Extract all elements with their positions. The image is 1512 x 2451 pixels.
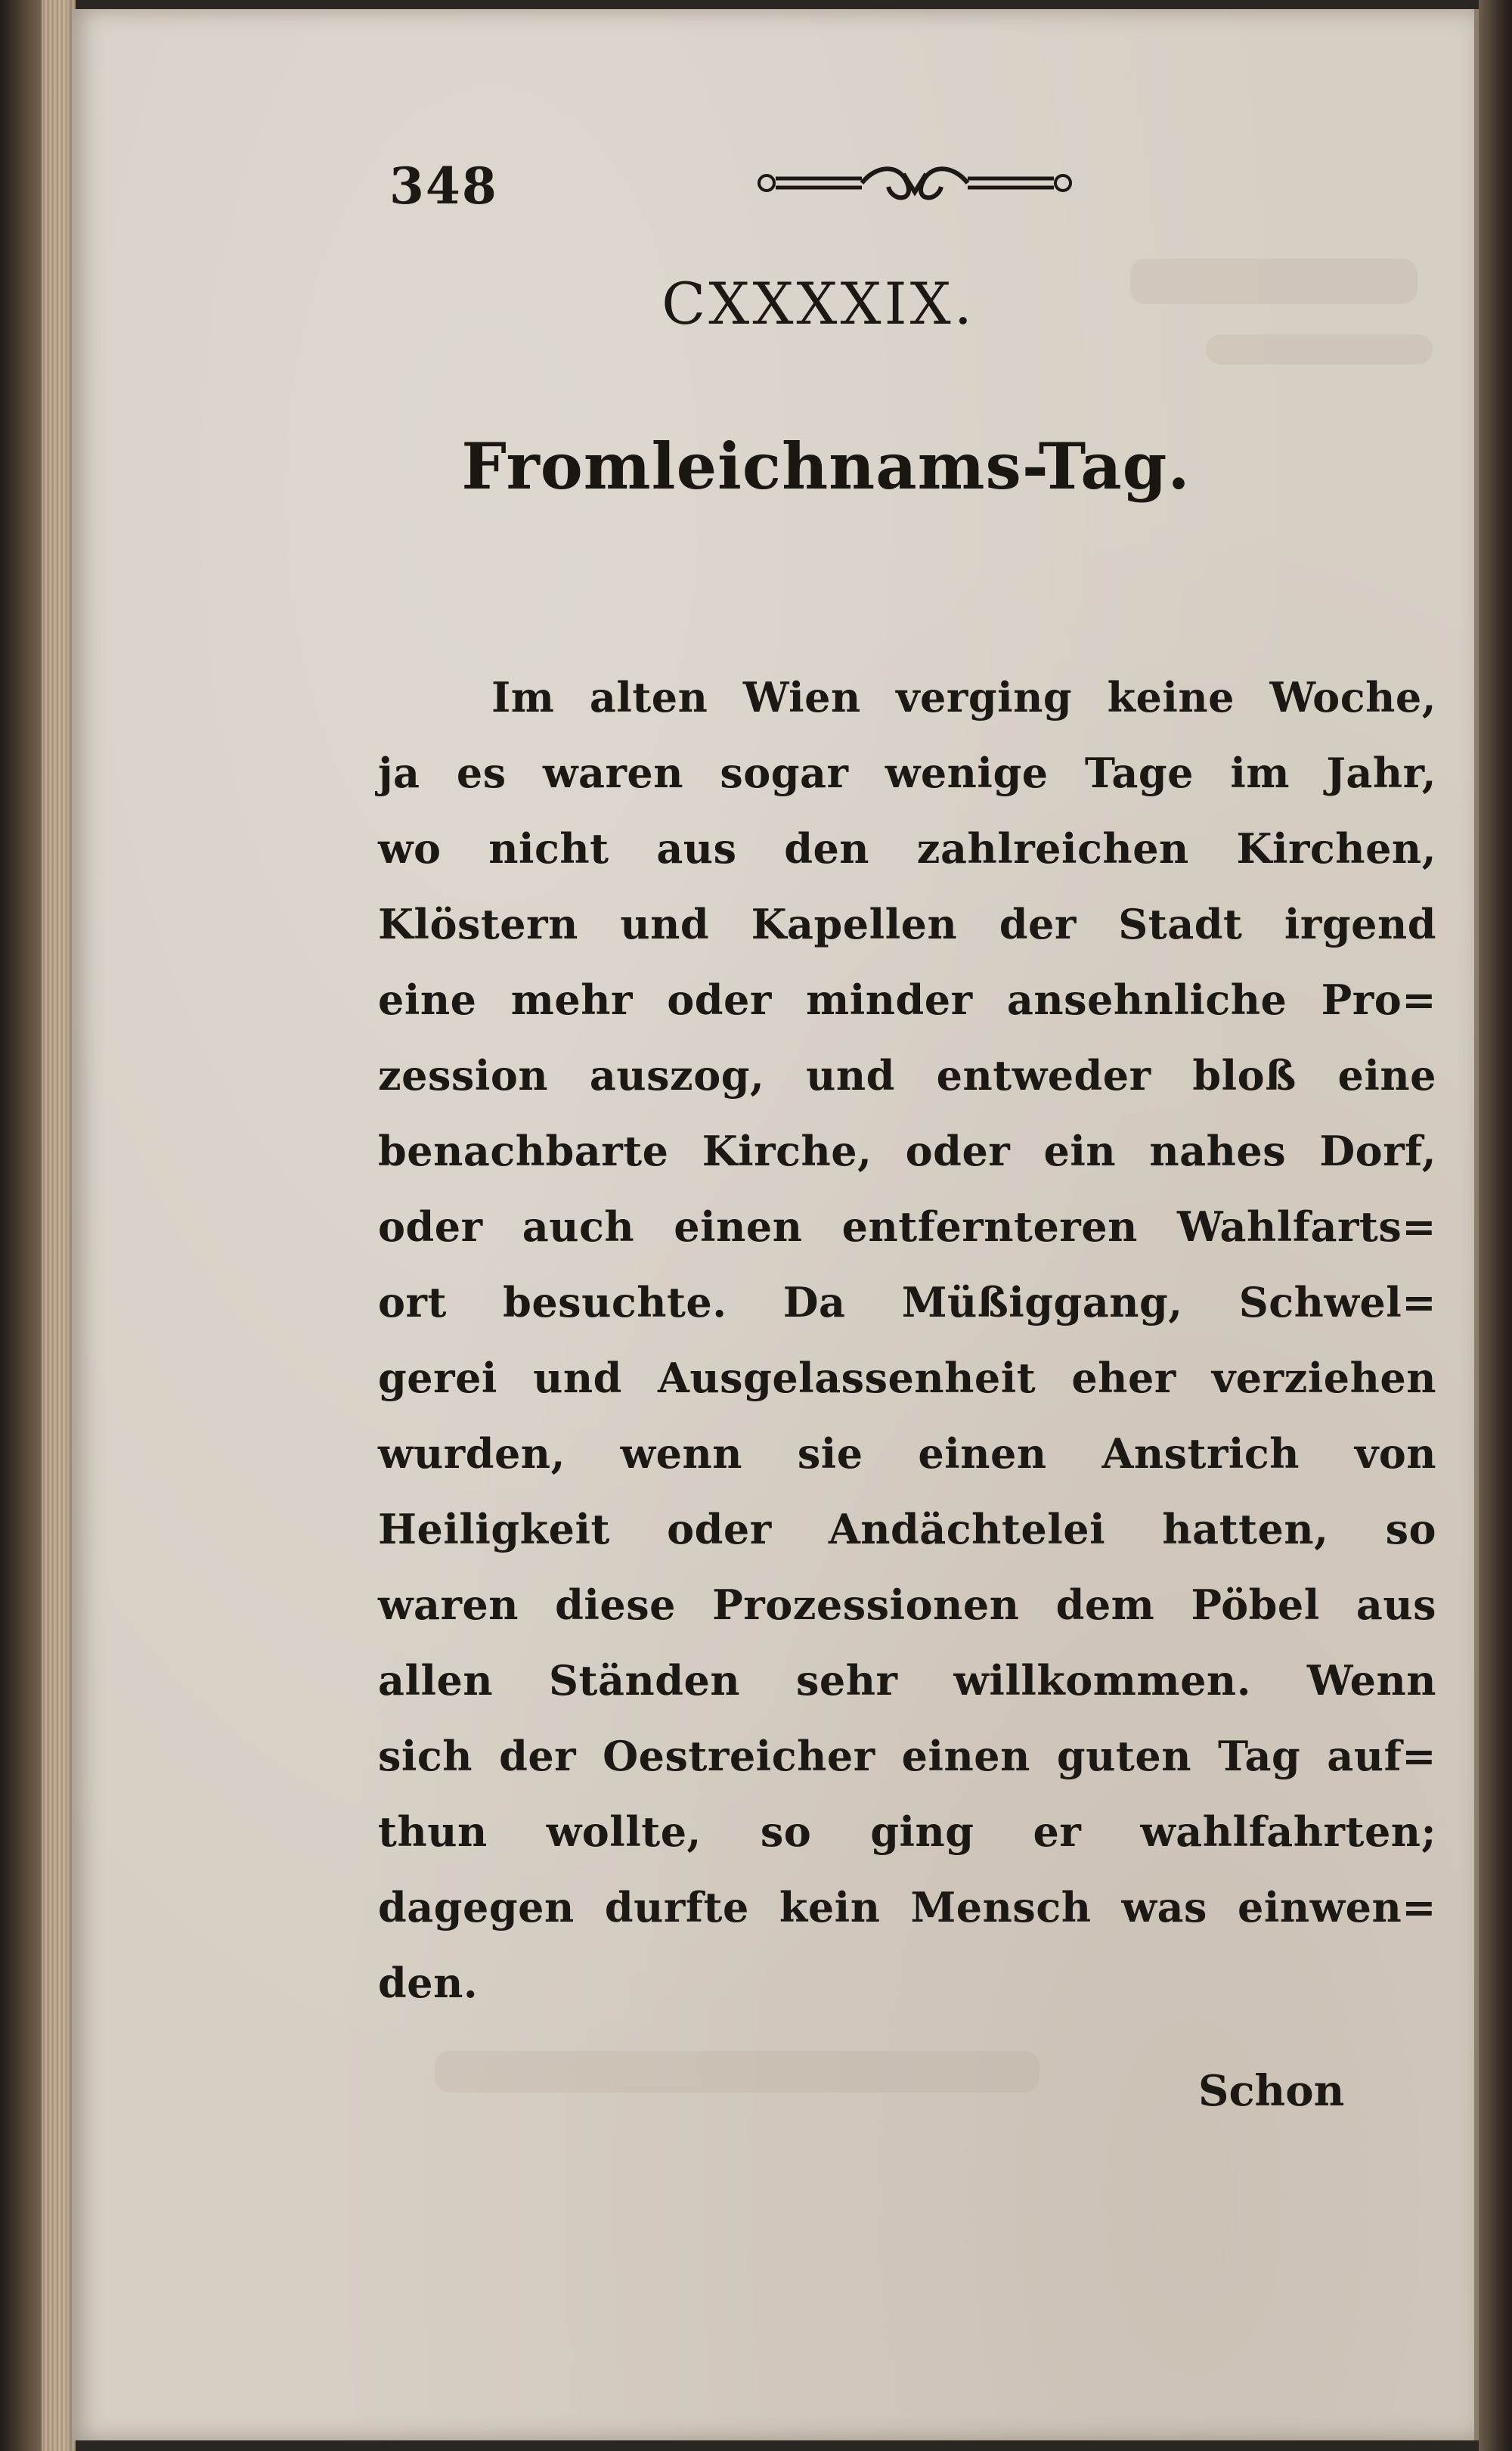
- text-line: ort besuchte. Da Müßiggang, Schwel=: [378, 1278, 1436, 1326]
- text-line: Klöstern und Kapellen der Stadt irgend: [378, 900, 1436, 948]
- body-text: [378, 659, 1436, 2021]
- page-number: 348: [389, 157, 498, 216]
- text-line: gerei und Ausgelassenheit eher verziehen: [378, 1354, 1436, 1402]
- catchword: Schon: [1198, 2066, 1345, 2116]
- decorative-rule-icon: [756, 160, 1074, 206]
- text-line: Im alten Wien verging keine Woche,: [491, 673, 1436, 721]
- bleed-through-mark: [435, 2051, 1040, 2093]
- book-edge-right: [1479, 0, 1512, 2451]
- chapter-title: Fromleichnams-Tag.: [461, 429, 1191, 504]
- book-page: [72, 9, 1479, 2440]
- text-line: wurden, wenn sie einen Anstrich von: [378, 1429, 1436, 1478]
- text-line: zession auszog, und entweder bloß eine: [378, 1051, 1436, 1100]
- chapter-number: CXXXXIX.: [662, 270, 975, 337]
- bleed-through-mark: [1206, 334, 1433, 365]
- page-stack-left: [42, 0, 76, 2451]
- text-line: wo nicht aus den zahlreichen Kirchen,: [378, 824, 1436, 873]
- text-line: Heiligkeit oder Andächtelei hatten, so: [378, 1505, 1436, 1553]
- text-line: allen Ständen sehr willkommen. Wenn: [378, 1656, 1436, 1705]
- text-line: oder auch einen entfernteren Wahlfarts=: [378, 1202, 1436, 1251]
- text-line: waren diese Prozessionen dem Pöbel aus: [378, 1581, 1436, 1629]
- text-line: sich der Oestreicher einen guten Tag auf=: [378, 1732, 1436, 1780]
- text-line: eine mehr oder minder ansehnliche Pro=: [378, 976, 1436, 1024]
- text-line: ja es waren sogar wenige Tage im Jahr,: [378, 749, 1436, 797]
- text-line: benachbarte Kirche, oder ein nahes Dorf,: [378, 1127, 1436, 1175]
- text-line: dagegen durfte kein Mensch was einwen=: [378, 1883, 1436, 1931]
- text-line: den.: [378, 1959, 479, 2007]
- text-line: thun wollte, so ging er wahlfahrten;: [378, 1807, 1436, 1856]
